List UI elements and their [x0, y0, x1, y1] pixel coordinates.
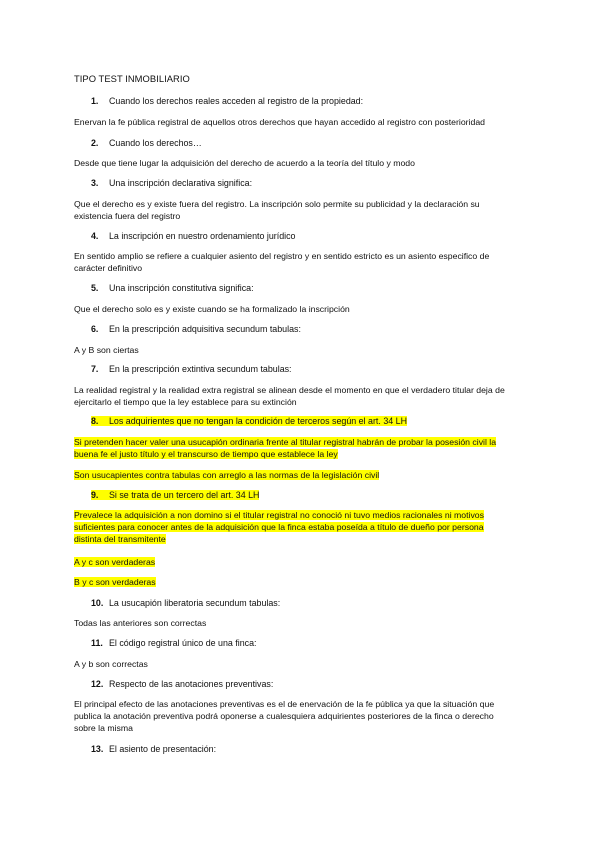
question-number: 11. [91, 638, 103, 648]
question-number: 1. [91, 96, 99, 106]
highlighted-answer: A y c son verdaderas [74, 557, 156, 567]
question-1 [91, 96, 363, 106]
question-text: En la prescripción extintiva secundum tabulas: [109, 364, 292, 374]
answer-11a: A y b son correctas [74, 659, 148, 669]
question-number: 2. [91, 138, 99, 148]
answer-1a: Enervan la fe pública registral de aquellos otros derechos que hayan accedido al registro con posterioridad [74, 117, 485, 127]
answer-3a: Que el derecho es y existe fuera del registro. La inscripción solo permite su publicidad y la declaración su existencia fuera del registro [74, 199, 480, 221]
question-text: Si se trata de un tercero del art. 34 LH [109, 490, 260, 500]
highlighted-answer: Si pretenden hacer valer una usucapión ordinaria frente al titular registral habrán de probar la posesión civil la buena fe el justo título y el transcurso de tiempo que establece la ley [74, 437, 497, 459]
question-5 [91, 283, 254, 293]
highlighted-answer: B y c son verdaderas [74, 577, 156, 587]
question-number: 8. [91, 416, 99, 426]
question-number: 3. [91, 178, 99, 188]
answer-10a: Todas las anteriores son correctas [74, 618, 207, 628]
question-number: 9. [91, 490, 99, 500]
answer-7a: La realidad registral y la realidad extra registral se alinean desde el momento en que el verdadero titular deja de ejercitarlo el tiempo que la ley establece para su extinción [74, 385, 505, 407]
question-number: 5. [91, 283, 99, 293]
question-text: Cuando los derechos… [109, 138, 202, 148]
question-7 [91, 364, 292, 374]
question-text: Respecto de las anotaciones preventivas: [109, 679, 274, 689]
highlighted-answer: Prevalece la adquisición a non domino si el titular registral no conoció ni tuvo medios racionales ni motivos suficientes para conocer antes de la adquisición que la finca estaba poseída a título de dueño por persona distinta del transmitente [74, 510, 484, 544]
document-title: TIPO TEST INMOBILIARIO [74, 73, 190, 84]
question-text: Una inscripción declarativa significa: [109, 178, 253, 188]
question-text: Cuando los derechos reales acceden al registro de la propiedad: [109, 96, 364, 106]
answer-9b [74, 556, 510, 568]
question-4 [91, 231, 295, 241]
question-3 [91, 178, 252, 188]
question-text: El código registral único de una finca: [109, 638, 257, 648]
answer-2a: Desde que tiene lugar la adquisición del derecho de acuerdo a la teoría del título y modo [74, 158, 415, 168]
answer-12a: El principal efecto de las anotaciones preventivas es el de enervación de la fe pública ya que la situación que publica la anotación preventiva podrá oponerse a cualesquiera adquirientes posteriores de la finca o derecho sobre la misma [74, 699, 495, 733]
question-8 [91, 416, 407, 426]
question-number: 13. [91, 744, 104, 754]
question-text: El asiento de presentación: [109, 744, 217, 754]
question-text: Los adquirientes que no tengan la condición de terceros según el art. 34 LH [109, 416, 408, 426]
question-number: 7. [91, 364, 99, 374]
question-number: 4. [91, 231, 99, 241]
answer-5a: Que el derecho solo es y existe cuando se ha formalizado la inscripción [74, 304, 350, 314]
question-number: 12. [91, 679, 104, 689]
answer-9a [74, 509, 510, 545]
answer-8b [74, 469, 510, 481]
question-13 [91, 744, 216, 754]
question-text: La inscripción en nuestro ordenamiento jurídico [109, 231, 296, 241]
question-12 [91, 679, 273, 689]
answer-4a: En sentido amplio se refiere a cualquier asiento del registro y en sentido estricto es un asiento especifico de carácter definitivo [74, 251, 490, 273]
answer-6a: A y B son ciertas [74, 345, 139, 355]
question-10 [91, 598, 280, 608]
question-number: 6. [91, 324, 99, 334]
question-9 [91, 490, 259, 500]
answer-8a [74, 436, 510, 460]
answer-9c [74, 576, 510, 588]
question-text: Una inscripción constitutiva significa: [109, 283, 254, 293]
question-text: En la prescripción adquisitiva secundum tabulas: [109, 324, 301, 334]
highlighted-answer: Son usucapientes contra tabulas con arreglo a las normas de la legislación civil [74, 470, 380, 480]
question-6 [91, 324, 301, 334]
question-2 [91, 138, 202, 148]
question-11 [91, 638, 257, 648]
question-number: 10. [91, 598, 104, 608]
question-text: La usucapión liberatoria secundum tabulas: [109, 598, 281, 608]
